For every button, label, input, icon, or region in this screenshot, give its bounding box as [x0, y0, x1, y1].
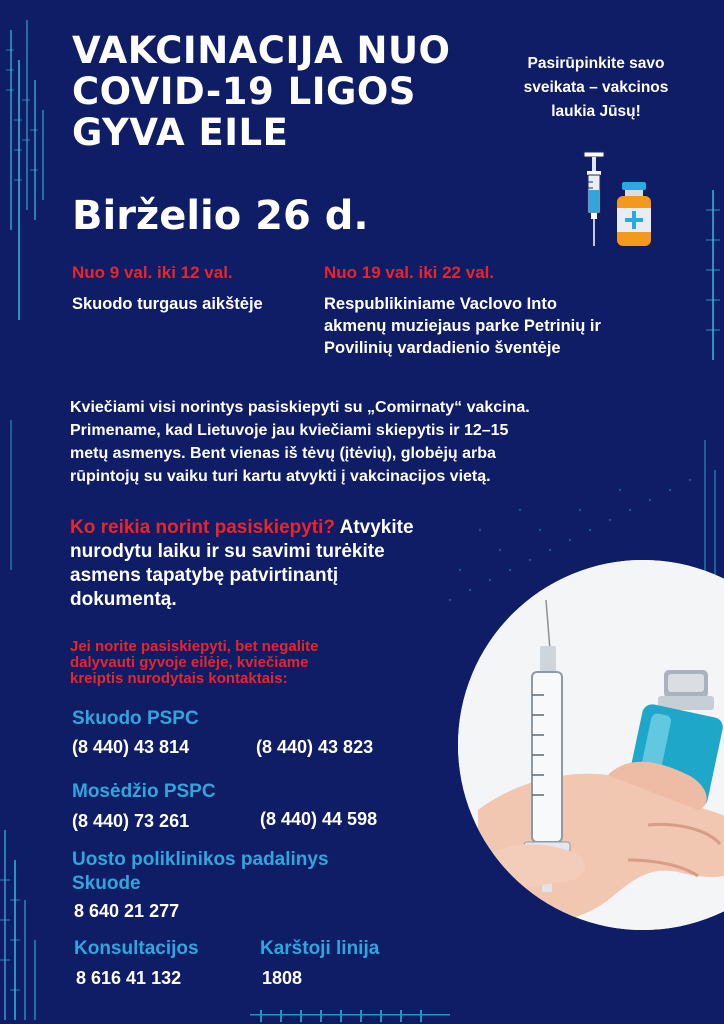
session-2-time: Nuo 19 val. iki 22 val.: [324, 263, 495, 282]
note-line-2: dalyvauti gyvoje eilėje, kviečiame: [70, 654, 309, 671]
requirements-block: [70, 516, 490, 612]
info-line-4: rūpintojų su vaiku turi kartu atvykti į vakcinacijos vietą.: [70, 468, 491, 485]
requirements-line-3: asmens tapatybę patvirtinantį: [70, 565, 339, 586]
contact-uosto-phone[interactable]: 8 640 21 277: [74, 901, 180, 921]
info-line-1: Kviečiami visi norintys pasiskiepyti su „Comirnaty“ vakcina.: [70, 399, 530, 416]
contact-note: [70, 639, 410, 687]
contact-konsultacijos-phone[interactable]: 8 616 41 132: [76, 968, 182, 988]
bottom-dot-strip: [250, 1008, 450, 1024]
syringe-icon: [580, 150, 608, 248]
contact-mosedzio-name: Mosėdžio PSPC: [72, 781, 216, 802]
requirements-question: Ko reikia norint pasiskiepyti?: [70, 517, 336, 538]
hand-with-syringe-illustration: [458, 560, 724, 930]
session-2-place: [324, 293, 601, 359]
contact-uosto-name-line-1: Uosto poliklinikos padalinys: [72, 849, 329, 870]
session-1-place: [72, 293, 263, 315]
left-wave-decoration: [0, 0, 60, 1024]
vaccination-photo: [458, 560, 724, 930]
contact-skuodo-phone-1[interactable]: (8 440) 43 814: [72, 737, 190, 757]
event-date: Birželio 26 d.: [72, 193, 369, 239]
contact-karstoji-name: Karštoji linija: [260, 938, 380, 959]
contact-uosto-name: [72, 848, 329, 896]
contact-skuodo-phone-2[interactable]: (8 440) 43 823: [256, 737, 374, 757]
requirements-line-4: dokumentą.: [70, 589, 177, 610]
info-line-2: Primename, kad Lietuvoje jau kviečiami skiepytis ir 12–15: [70, 422, 509, 439]
info-line-3: metų asmenys. Bent vienas iš tėvų (įtėvių), globėjų arba: [70, 445, 496, 462]
contact-mosedzio-phone-2[interactable]: (8 440) 44 598: [260, 809, 378, 829]
session-2-place-line-1: Respublikiniame Vaclovo Into: [324, 295, 557, 313]
info-paragraph: [70, 396, 660, 488]
requirements-line-2: nurodytu laiku ir su savimi turėkite: [70, 541, 385, 562]
title-line-1: VAKCINACIJA NUO: [72, 29, 451, 72]
contact-skuodo-name: Skuodo PSPC: [72, 708, 199, 729]
title-line-2: COVID-19 LIGOS: [72, 70, 416, 113]
slogan-line-2: sveikata – vakcinos: [523, 79, 669, 96]
requirements-answer-start: Atvykite: [339, 517, 414, 538]
contact-karstoji-phone[interactable]: 1808: [262, 968, 303, 988]
note-line-3: kreiptis nurodytais kontaktais:: [70, 670, 288, 687]
contact-konsultacijos-name: Konsultacijos: [74, 938, 199, 959]
session-2-place-line-2: akmenų muziejaus parke Petrinių ir: [324, 317, 601, 335]
contact-uosto-name-line-2: Skuode: [72, 873, 141, 894]
contact-mosedzio-phone-1[interactable]: (8 440) 73 261: [72, 811, 190, 831]
slogan: [508, 52, 684, 124]
slogan-line-1: Pasirūpinkite savo: [527, 55, 665, 72]
session-1-place-line-1: Skuodo turgaus aikštėje: [72, 295, 263, 313]
slogan-line-3: laukia Jūsų!: [551, 103, 641, 120]
session-2-place-line-3: Povilinių vardadienio šventėje: [324, 339, 561, 357]
session-1-time: Nuo 9 val. iki 12 val.: [72, 263, 233, 282]
page-title: [72, 30, 512, 153]
note-line-1: Jei norite pasiskiepyti, bet negalite: [70, 638, 319, 655]
title-line-3: GYVA EILE: [72, 111, 289, 154]
vaccine-vial-icon: [614, 182, 654, 248]
